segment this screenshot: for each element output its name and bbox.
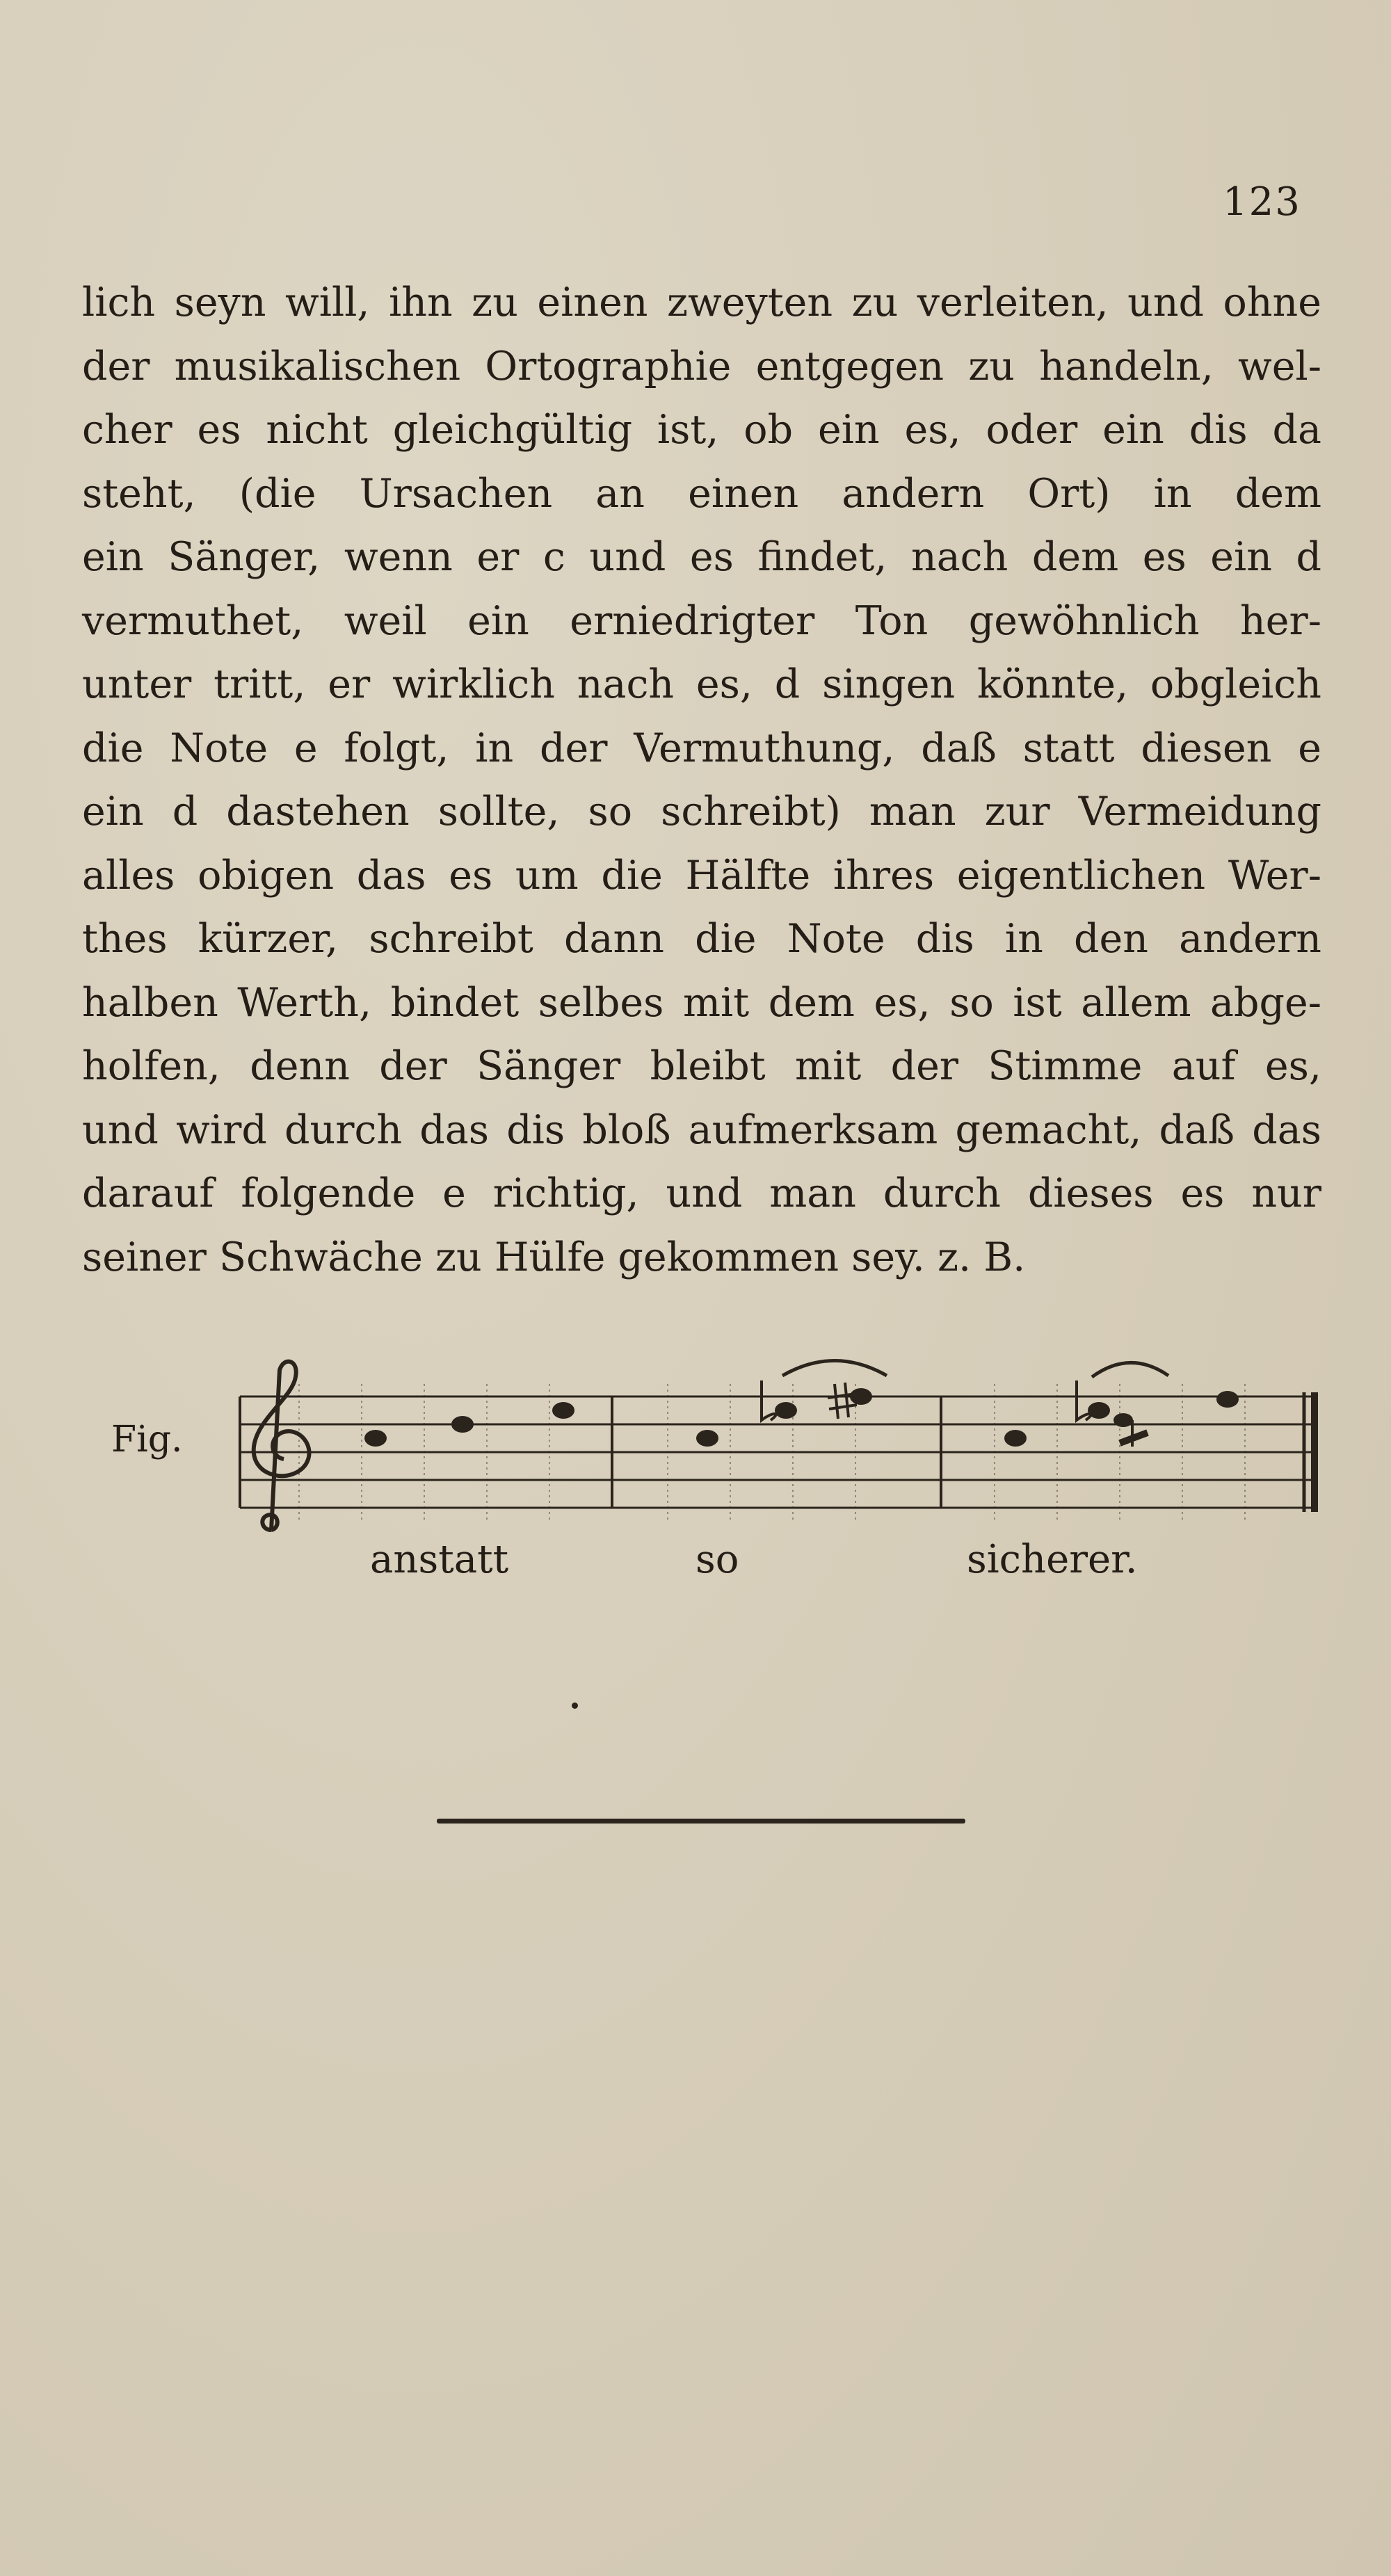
text-line: steht, (die Ursachen an einen andern Ort) in dem (82, 470, 1321, 517)
text-line: der musikalischen Ortographie entgegen zu handeln, wel- (82, 343, 1321, 389)
text-line: holfen, denn der Sänger bleibt mit der Stimme auf es, (82, 1043, 1321, 1089)
music-example (97, 1342, 1335, 1558)
figure-label: Fig. (111, 1419, 183, 1460)
figure-caption: sicherer. (967, 1537, 1138, 1582)
slur (1092, 1362, 1168, 1377)
figure-caption: anstatt (370, 1537, 509, 1582)
text-line: ein Sänger, wenn er c und es findet, nach dem es ein d (82, 534, 1321, 580)
text-line: die Note e folgt, in der Vermuthung, daß statt diesen e (82, 725, 1321, 771)
slur (782, 1361, 887, 1376)
text-line: halben Werth, bindet selbes mit dem es, so ist allem abge- (82, 979, 1321, 1026)
text-line: vermuthet, weil ein erniedrigter Ton gewöhnlich her- (82, 597, 1321, 644)
text-line: ein d dastehen sollte, so schreibt) man zur Vermeidung (82, 789, 1321, 835)
text-line: unter tritt, er wirklich nach es, d singen könnte, obgleich (82, 661, 1321, 707)
text-line: und wird durch das dis bloß aufmerksam gemacht, daß das (82, 1106, 1321, 1153)
text-line: darauf folgende e richtig, und man durch dieses es nur (82, 1170, 1321, 1216)
body-paragraph (82, 271, 1321, 1289)
treble-clef-icon (254, 1362, 309, 1530)
accidentals-and-stems (762, 1380, 1148, 1447)
text-line: alles obigen das es um die Hälfte ihres eigentlichen Wer- (82, 852, 1321, 899)
text-line: cher es nicht gleichgültig ist, ob ein es, oder ein dis da (82, 407, 1321, 453)
ink-mark (572, 1702, 578, 1709)
page-number: 123 (1223, 179, 1301, 225)
text-line: lich seyn will, ihn zu einen zweyten zu verleiten, und ohne (82, 280, 1321, 325)
section-rule (437, 1819, 965, 1824)
text-line: seiner Schwäche zu Hülfe gekommen sey. z. B. (82, 1234, 1026, 1280)
figure-caption: so (696, 1537, 739, 1582)
text-line: thes kürzer, schreibt dann die Note dis in den andern (82, 916, 1321, 962)
